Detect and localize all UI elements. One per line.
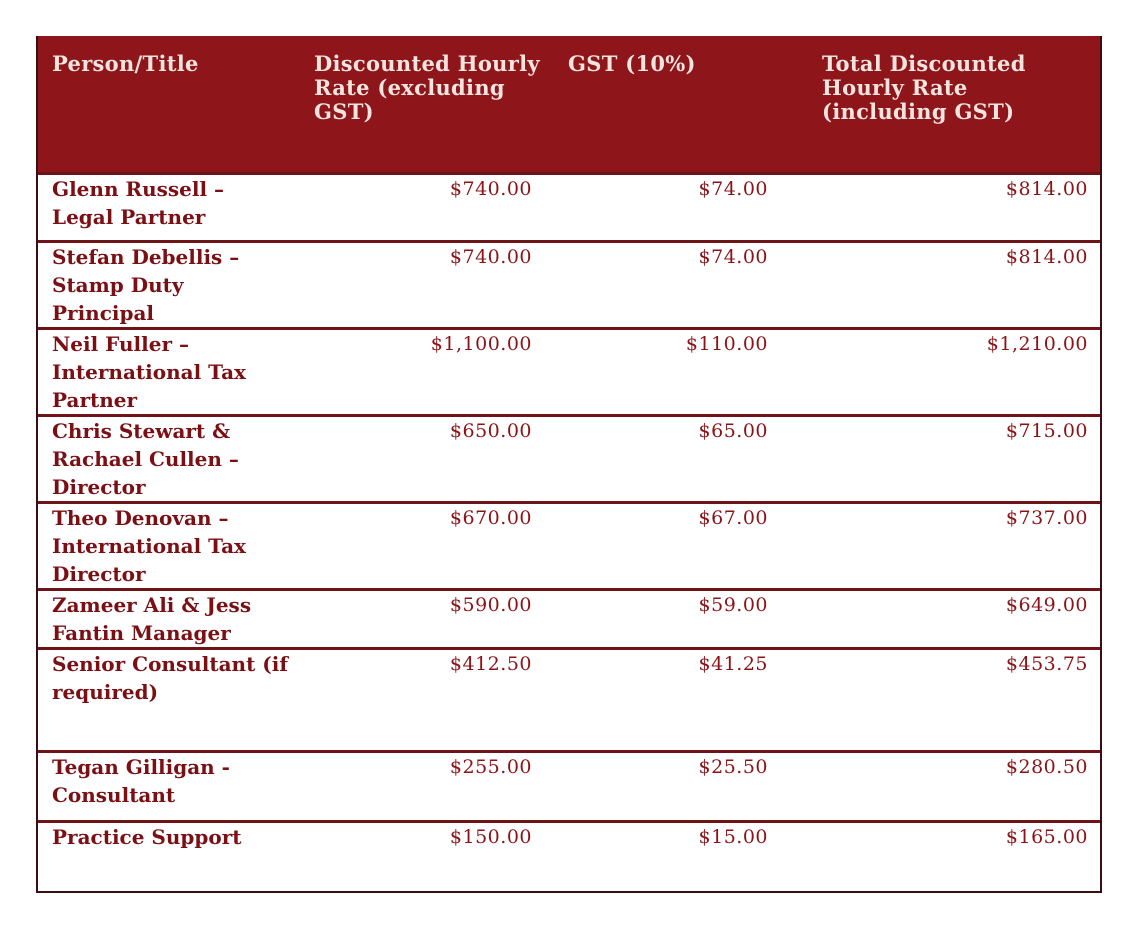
cell-gst: $74.00 bbox=[554, 173, 808, 241]
cell-person-title: Practice Support bbox=[38, 821, 300, 891]
cell-total: $453.75 bbox=[808, 648, 1100, 751]
cell-person-title: Stefan Debellis – Stamp Duty Principal bbox=[38, 241, 300, 328]
cell-rate: $150.00 bbox=[300, 821, 554, 891]
cell-person-title: Theo Denovan – International Tax Director bbox=[38, 502, 300, 589]
cell-person-title: Senior Consultant (if required) bbox=[38, 648, 300, 751]
cell-rate: $412.50 bbox=[300, 648, 554, 751]
header-gst: GST (10%) bbox=[568, 51, 696, 76]
cell-total: $814.00 bbox=[808, 241, 1100, 328]
table-row bbox=[38, 241, 1100, 328]
cell-rate: $650.00 bbox=[300, 415, 554, 502]
table-row bbox=[38, 502, 1100, 589]
cell-gst: $15.00 bbox=[554, 821, 808, 891]
table-body bbox=[38, 173, 1100, 891]
cell-rate: $740.00 bbox=[300, 241, 554, 328]
cell-rate: $590.00 bbox=[300, 589, 554, 648]
header-person-title: Person/Title bbox=[52, 51, 199, 76]
table-row bbox=[38, 415, 1100, 502]
cell-gst: $67.00 bbox=[554, 502, 808, 589]
header-row bbox=[38, 36, 1100, 173]
cell-person-title: Zameer Ali & Jess Fantin Manager bbox=[38, 589, 300, 648]
table-row bbox=[38, 589, 1100, 648]
cell-gst: $59.00 bbox=[554, 589, 808, 648]
cell-rate: $255.00 bbox=[300, 751, 554, 821]
cell-person-title: Neil Fuller – International Tax Partner bbox=[38, 328, 300, 415]
table-row bbox=[38, 173, 1100, 241]
table-row bbox=[38, 751, 1100, 821]
cell-rate: $670.00 bbox=[300, 502, 554, 589]
header-total-rate: Total Discounted Hourly Rate (including GST) bbox=[822, 51, 1026, 124]
cell-total: $715.00 bbox=[808, 415, 1100, 502]
cell-gst: $110.00 bbox=[554, 328, 808, 415]
cell-gst: $25.50 bbox=[554, 751, 808, 821]
cell-total: $737.00 bbox=[808, 502, 1100, 589]
rates-table-container bbox=[36, 36, 1102, 893]
cell-person-title: Glenn Russell – Legal Partner bbox=[38, 173, 300, 241]
table-row bbox=[38, 821, 1100, 891]
header-discounted-rate: Discounted Hourly Rate (excluding GST) bbox=[314, 51, 540, 124]
cell-gst: $41.25 bbox=[554, 648, 808, 751]
rates-table bbox=[38, 36, 1100, 891]
cell-gst: $65.00 bbox=[554, 415, 808, 502]
cell-person-title: Tegan Gilligan - Consultant bbox=[38, 751, 300, 821]
cell-rate: $1,100.00 bbox=[300, 328, 554, 415]
cell-total: $814.00 bbox=[808, 173, 1100, 241]
cell-rate: $740.00 bbox=[300, 173, 554, 241]
table-row bbox=[38, 648, 1100, 751]
cell-total: $280.50 bbox=[808, 751, 1100, 821]
cell-total: $1,210.00 bbox=[808, 328, 1100, 415]
cell-total: $649.00 bbox=[808, 589, 1100, 648]
table-header bbox=[38, 36, 1100, 173]
cell-person-title: Chris Stewart & Rachael Cullen – Director bbox=[38, 415, 300, 502]
cell-gst: $74.00 bbox=[554, 241, 808, 328]
table-row bbox=[38, 328, 1100, 415]
cell-total: $165.00 bbox=[808, 821, 1100, 891]
